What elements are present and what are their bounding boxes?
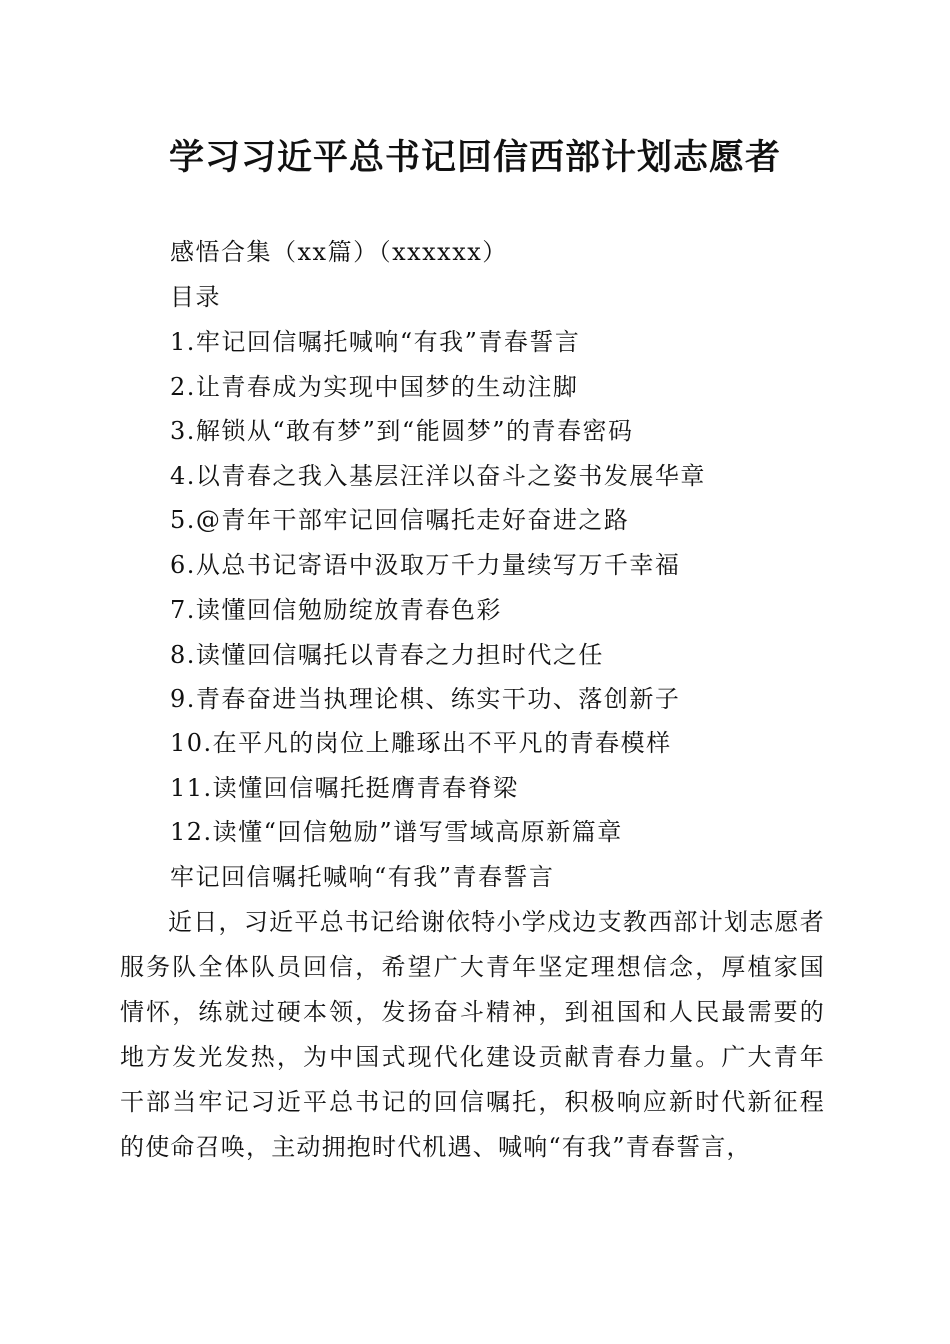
toc-item-3: 3.解锁从“敢有梦”到“能圆梦”的青春密码: [170, 417, 634, 445]
toc-item-9: 9.青春奋进当执理论棋、练实干功、落创新子: [170, 685, 681, 713]
toc-heading: 目录: [170, 283, 221, 311]
toc-item-10: 10.在平凡的岗位上雕琢出不平凡的青春模样: [170, 729, 672, 757]
toc-item-6: 6.从总书记寄语中汲取万千力量续写万千幸福: [170, 551, 681, 579]
toc-item-11: 11.读懂回信嘱托挺膺青春脊梁: [170, 774, 519, 802]
section-heading: 牢记回信嘱托喊响“有我”青春誓言: [170, 863, 555, 891]
toc-item-4: 4.以青春之我入基层汪洋以奋斗之姿书发展华章: [170, 462, 706, 490]
document-subtitle: 感悟合集（xx篇）（xxxxxx）: [170, 238, 508, 266]
toc-item-12: 12.读懂“回信勉励”谱写雪域高原新篇章: [170, 818, 623, 846]
toc-item-5: 5.@青年干部牢记回信嘱托走好奋进之路: [170, 506, 630, 534]
toc-item-2: 2.让青春成为实现中国梦的生动注脚: [170, 373, 579, 401]
toc-item-7: 7.读懂回信勉励绽放青春色彩: [170, 596, 502, 624]
body-paragraph: 近日，习近平总书记给谢依特小学戍边支教西部计划志愿者服务队全体队员回信，希望广大青年坚定理想信念，厚植家国情怀，练就过硬本领，发扬奋斗精神，到祖国和人民最需要的地方发光发热，为中国式现代化建设贡献青春力量。广大青年干部当牢记习近平总书记的回信嘱托，积极响应新时代新征程的使命召唤，主动拥抱时代机遇、喊响“有我”青春誓言，: [120, 908, 825, 1161]
toc-item-8: 8.读懂回信嘱托以青春之力担时代之任: [170, 641, 604, 669]
document-title: 学习习近平总书记回信西部计划志愿者: [168, 137, 781, 178]
toc-item-1: 1.牢记回信嘱托喊响“有我”青春誓言: [170, 328, 581, 356]
